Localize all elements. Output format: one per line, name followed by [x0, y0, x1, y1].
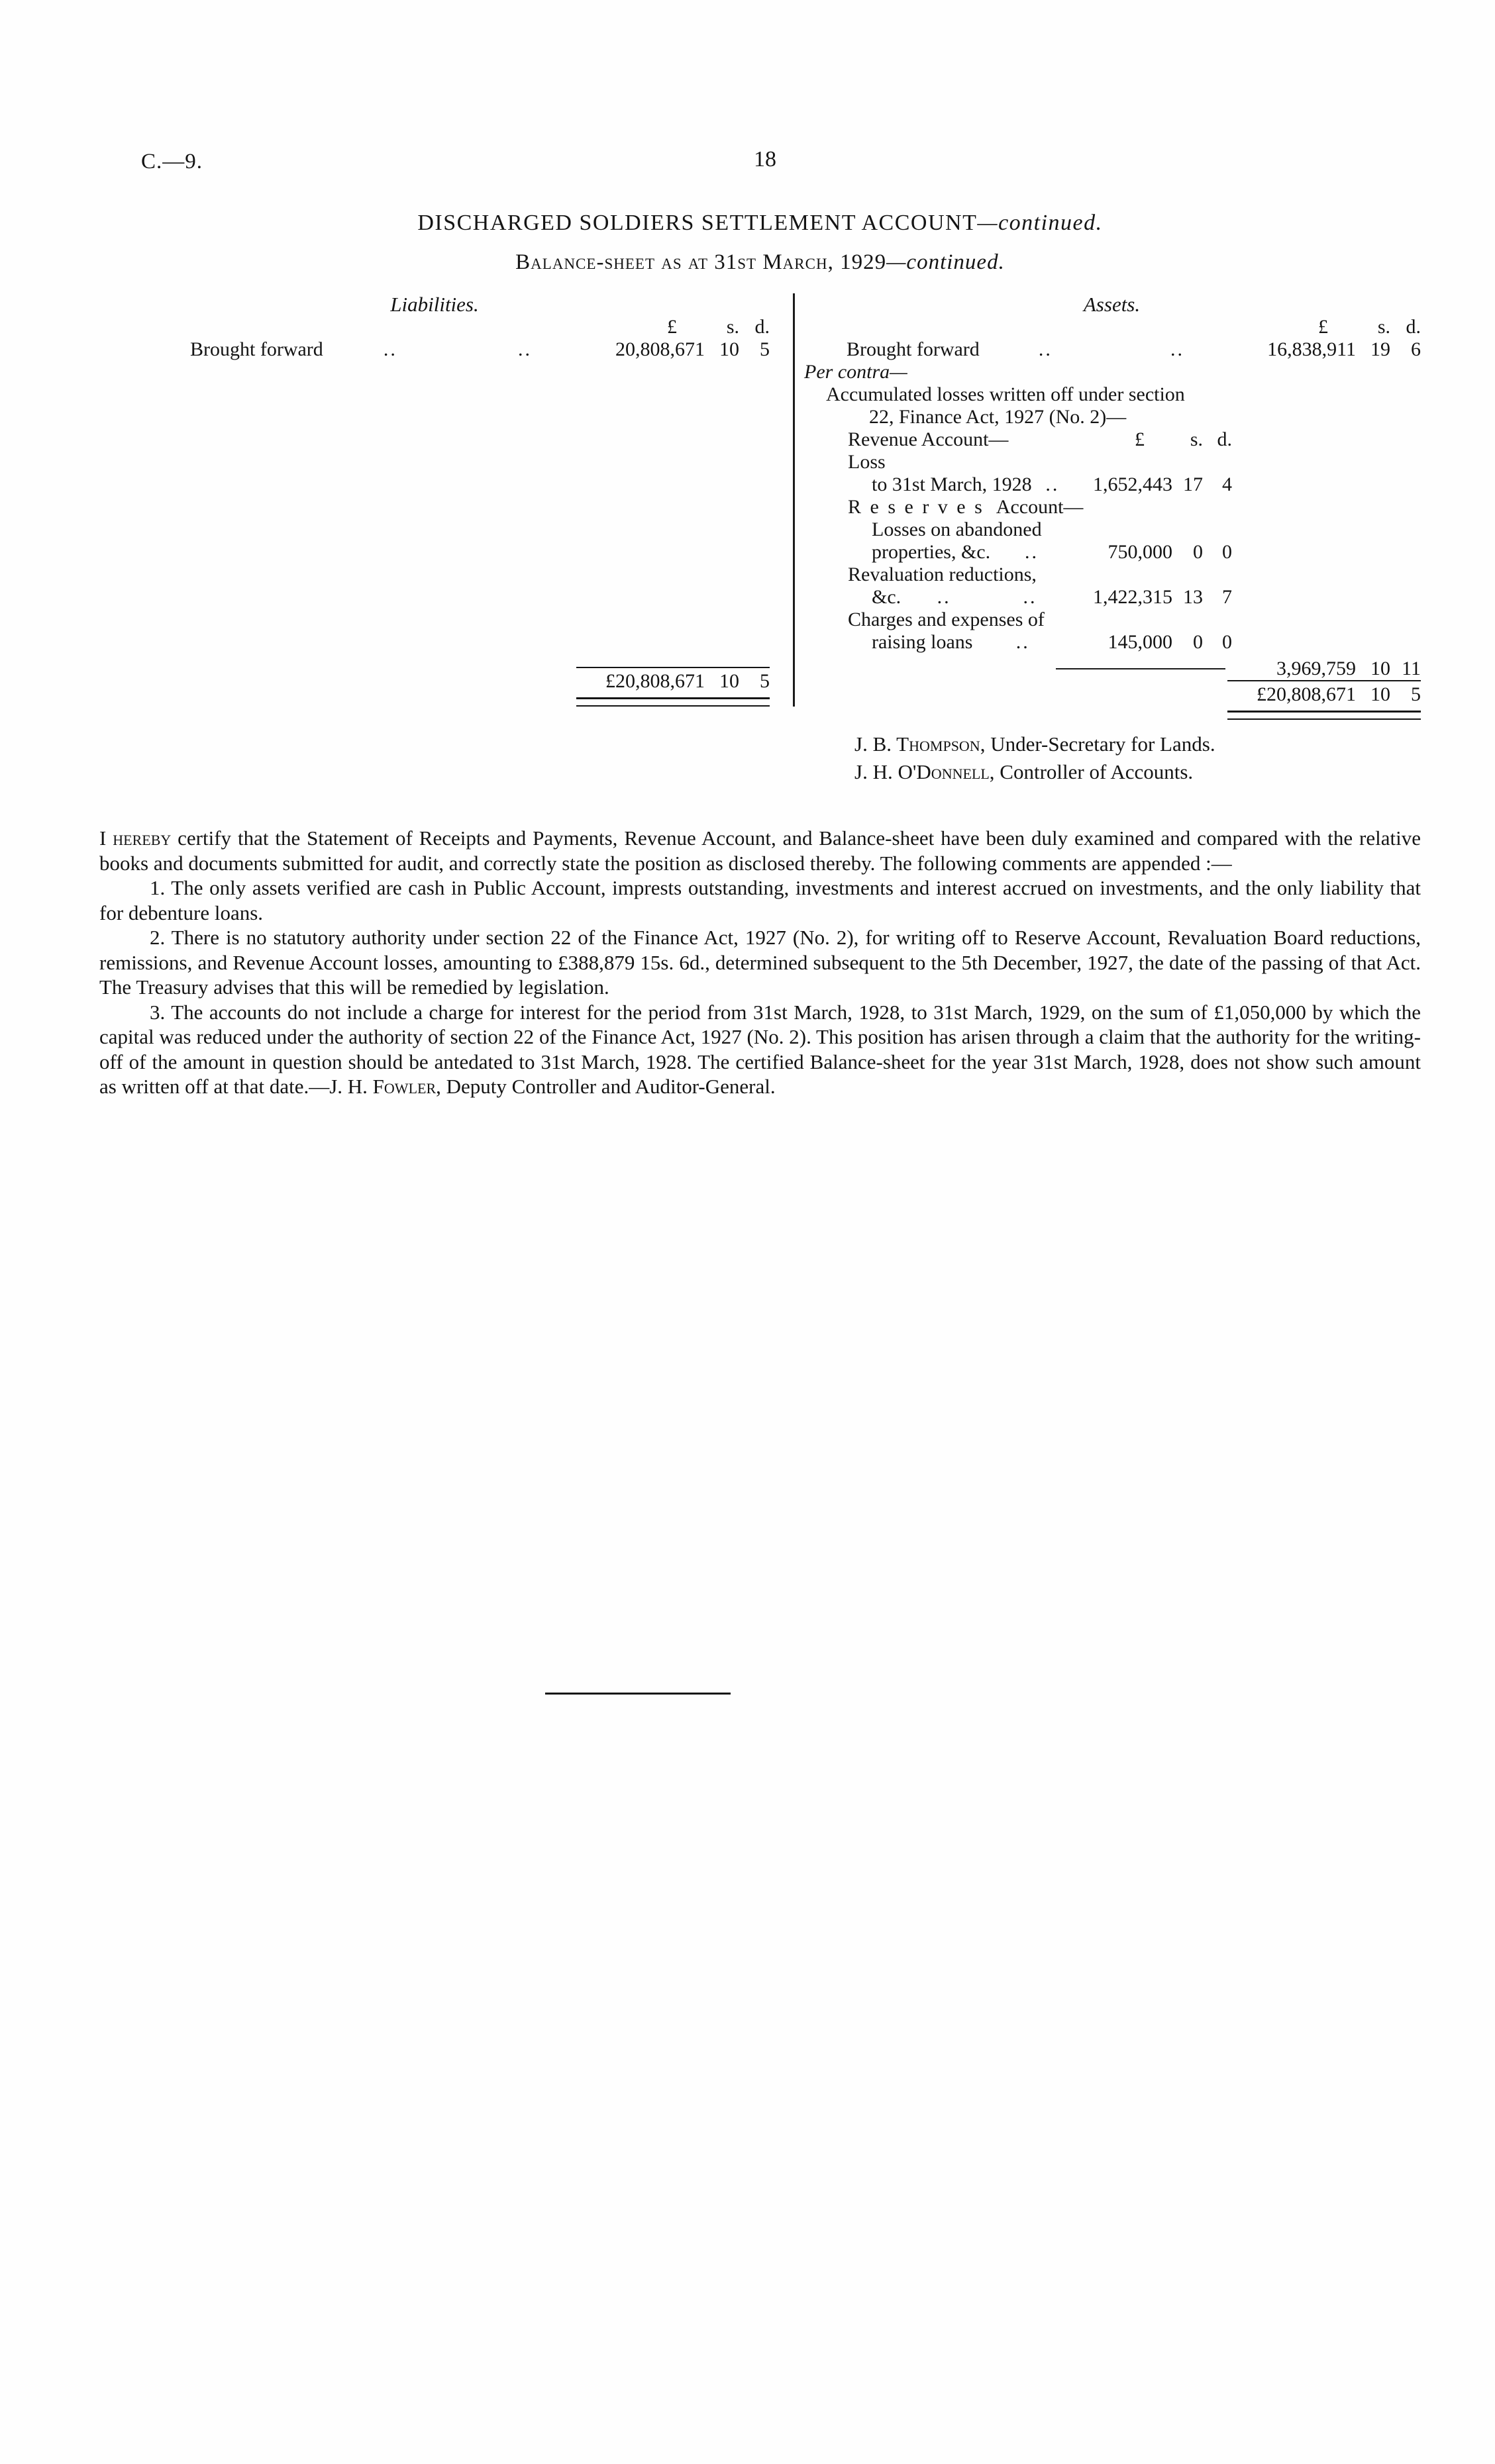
amount-shillings: 10 [1370, 683, 1390, 705]
amount-pounds: £20,808,671 [605, 670, 705, 692]
amount-pence: 0 [1222, 541, 1232, 563]
pounds-symbol: £ [667, 316, 677, 338]
amount-shillings: 0 [1193, 631, 1203, 653]
assets-currency-header [803, 316, 1421, 338]
certificate-intro-pronoun: I [99, 826, 113, 850]
assets-subtotal-amount [1243, 658, 1421, 680]
shillings-label: s. [1377, 316, 1390, 338]
amount-pence: 5 [760, 670, 770, 692]
total-rule-bottom [1227, 711, 1421, 720]
pence-label: d. [754, 316, 770, 338]
auditor-title: , Deputy Controller and Auditor-General. [436, 1075, 776, 1098]
raising-loans-label: raising loans [872, 631, 973, 653]
revaluation-amount [1073, 586, 1232, 609]
shillings-label: s. [1190, 428, 1203, 450]
pounds-symbol: £ [1318, 316, 1328, 338]
signature-line [854, 758, 1421, 786]
assets-total-block [1227, 680, 1421, 720]
revenue-account-row [803, 428, 1421, 473]
amount-shillings: 13 [1183, 586, 1203, 608]
liabilities-heading: Liabilities. [390, 293, 479, 316]
assets-total-row [1227, 681, 1421, 711]
revenue-account-label: Revenue Account—Loss [848, 428, 1009, 473]
dot-leader: .. [1038, 338, 1053, 360]
amount-pounds: £20,808,671 [1257, 683, 1356, 705]
assets-total-amount [1243, 683, 1421, 706]
amount-pounds: 20,808,671 [615, 338, 705, 360]
signatory-role: , Under-Secretary for Lands. [980, 732, 1215, 756]
account-title [99, 211, 1421, 236]
certificate-item-3 [99, 1000, 1421, 1099]
certificate-intro-text: certify that the Statement of Receipts and Payments, Revenue Account, and Balance-sheet have been duly examined and compared with the relative books and documents submitted for audit, and correctly state the position as disclosed thereby. The following comments are appended :— [99, 826, 1421, 875]
certificate-item-2: 2. There is no statutory authority under section 22 of the Finance Act, 1927 (No. 2), for writing off to Reserve Account, Revaluation Board reductions, remissions, and Revenue Account losses, amounting to £388,879 15s. 6d., determined subsequent to the 5th December, 1927, the date of the passing of that Act. The Treasury advises that this will be remedied by legislation. [99, 926, 1421, 999]
assets-subtotal-row [803, 658, 1421, 680]
revenue-loss-amount [1073, 473, 1232, 496]
revenue-loss-label: to 31st March, 1928 [872, 473, 1032, 495]
charges-line1: Charges and expenses of [848, 609, 1045, 630]
balance-sheet-subtitle-continued: —continued. [886, 250, 1005, 274]
liabilities-currency-header [99, 316, 770, 338]
assets-heading: Assets. [1083, 293, 1141, 316]
amount-pence: 6 [1411, 338, 1421, 360]
amount-shillings: 19 [1370, 338, 1391, 360]
amount-pence: 5 [1411, 683, 1421, 705]
amount-pounds: 145,000 [1108, 631, 1172, 653]
amount-pounds: 750,000 [1108, 541, 1172, 563]
account-title-continued: —continued. [977, 211, 1103, 235]
revaluation-etc-label: &c. [872, 586, 902, 608]
pence-label: d. [1406, 316, 1421, 338]
dot-leader: .. [1023, 586, 1037, 608]
certificate-intro-hereby: hereby [113, 826, 172, 850]
dot-leader: .. [1015, 631, 1030, 653]
shillings-label: s. [726, 316, 739, 338]
amount-pence: 7 [1222, 586, 1232, 608]
reserves-account-word: Account— [996, 496, 1084, 518]
amount-pounds: 16,838,911 [1267, 338, 1357, 360]
dot-leader: .. [1170, 338, 1184, 360]
revaluation-row [803, 586, 1421, 609]
account-title-main: DISCHARGED SOLDIERS SETTLEMENT ACCOUNT [417, 211, 978, 235]
brought-forward-label: Brought forward [847, 338, 980, 360]
pounds-symbol: £ [1135, 428, 1145, 450]
liabilities-total-block [576, 667, 770, 707]
amount-pence: 0 [1222, 631, 1232, 653]
subtotal-rule [1056, 668, 1225, 669]
liabilities-total-amount [592, 670, 770, 693]
revaluation-line1: Revaluation reductions, [848, 564, 1037, 585]
amount-pounds: 3,969,759 [1276, 658, 1356, 679]
amount-shillings: 17 [1183, 473, 1203, 495]
amount-shillings: 10 [1370, 658, 1390, 679]
amount-pence: 4 [1222, 473, 1232, 495]
dot-leader: .. [1025, 541, 1039, 563]
total-rule-bottom [576, 697, 770, 707]
inner-currency-columns [1045, 428, 1232, 451]
abandoned-losses-row [803, 541, 1421, 564]
abandoned-losses-line1: Losses on abandoned [872, 518, 1042, 540]
abandoned-properties-label: properties, &c. [872, 541, 991, 563]
reserves-account-row [803, 496, 1421, 518]
balance-sheet-subtitle [99, 250, 1421, 275]
revenue-loss-row [803, 473, 1421, 496]
dot-leader: .. [937, 586, 951, 608]
auditor-name: J. H. Fowler [329, 1075, 437, 1098]
amount-pounds: 1,422,315 [1093, 586, 1172, 608]
liabilities-brought-forward-row [99, 338, 770, 361]
pence-label: d. [1217, 428, 1232, 450]
liabilities-column [99, 293, 793, 707]
dot-leader: .. [383, 338, 397, 360]
accumulated-losses-line1: Accumulated losses written off under section [826, 383, 1185, 405]
balance-sheet [99, 293, 1421, 707]
signature-line [854, 730, 1421, 758]
liabilities-currency-columns [564, 316, 770, 338]
audit-certificate [99, 826, 1421, 1099]
brought-forward-label: Brought forward [190, 338, 323, 360]
document-reference: C.—9. [141, 150, 203, 173]
liabilities-brought-forward-amount [592, 338, 770, 361]
assets-brought-forward-amount [1243, 338, 1421, 361]
amount-pence: 5 [760, 338, 770, 360]
certificate-intro [99, 826, 1421, 875]
amount-pence: 11 [1402, 658, 1421, 679]
section-separator-rule [545, 1693, 731, 1695]
certificate-item-1: 1. The only assets verified are cash in Public Account, imprests outstanding, investments and interest accrued on investments, and the only liability that for debenture loans. [99, 876, 1421, 924]
accumulated-losses-line2: 22, Finance Act, 1927 (No. 2)— [869, 406, 1127, 428]
abandoned-losses-amount [1073, 541, 1232, 564]
dot-leader: .. [1045, 473, 1060, 495]
dot-leader: .. [517, 338, 532, 360]
assets-column [793, 293, 1421, 707]
charges-amount [1073, 631, 1232, 654]
balance-sheet-subtitle-main: Balance-sheet as at 31st March, 1929 [515, 250, 887, 274]
signatory-role: , Controller of Accounts. [989, 760, 1194, 783]
charges-row [803, 631, 1421, 654]
amount-shillings: 10 [719, 670, 739, 692]
reserves-word: Reserves [848, 496, 992, 518]
amount-pounds: 1,652,443 [1093, 473, 1172, 495]
signature-block [854, 730, 1421, 786]
signatory-name: J. B. Thompson [854, 732, 980, 756]
assets-brought-forward-row [803, 338, 1421, 361]
per-contra-label: Per contra— [804, 361, 907, 383]
page-number: 18 [754, 147, 776, 172]
amount-shillings: 0 [1193, 541, 1203, 563]
liabilities-total-row [576, 668, 770, 697]
signatory-name: J. H. O'Donnell [854, 760, 990, 783]
amount-shillings: 10 [719, 338, 740, 360]
certificate-item-3-text: 3. The accounts do not include a charge for interest for the period from 31st March, 1928, to 31st March, 1929, on the sum of £1,050,000 by which the capital was reduced under the authority of section 22 of the Finance Act, 1927 (No. 2). This position has arisen through a claim that the authority for the writing-off of the amount in question should be antedated to 31st March, 1928. The certified Balance-sheet for the year 31st March, 1928, does not show such amount as written off at that date.— [99, 1000, 1421, 1098]
assets-currency-columns [1215, 316, 1421, 338]
